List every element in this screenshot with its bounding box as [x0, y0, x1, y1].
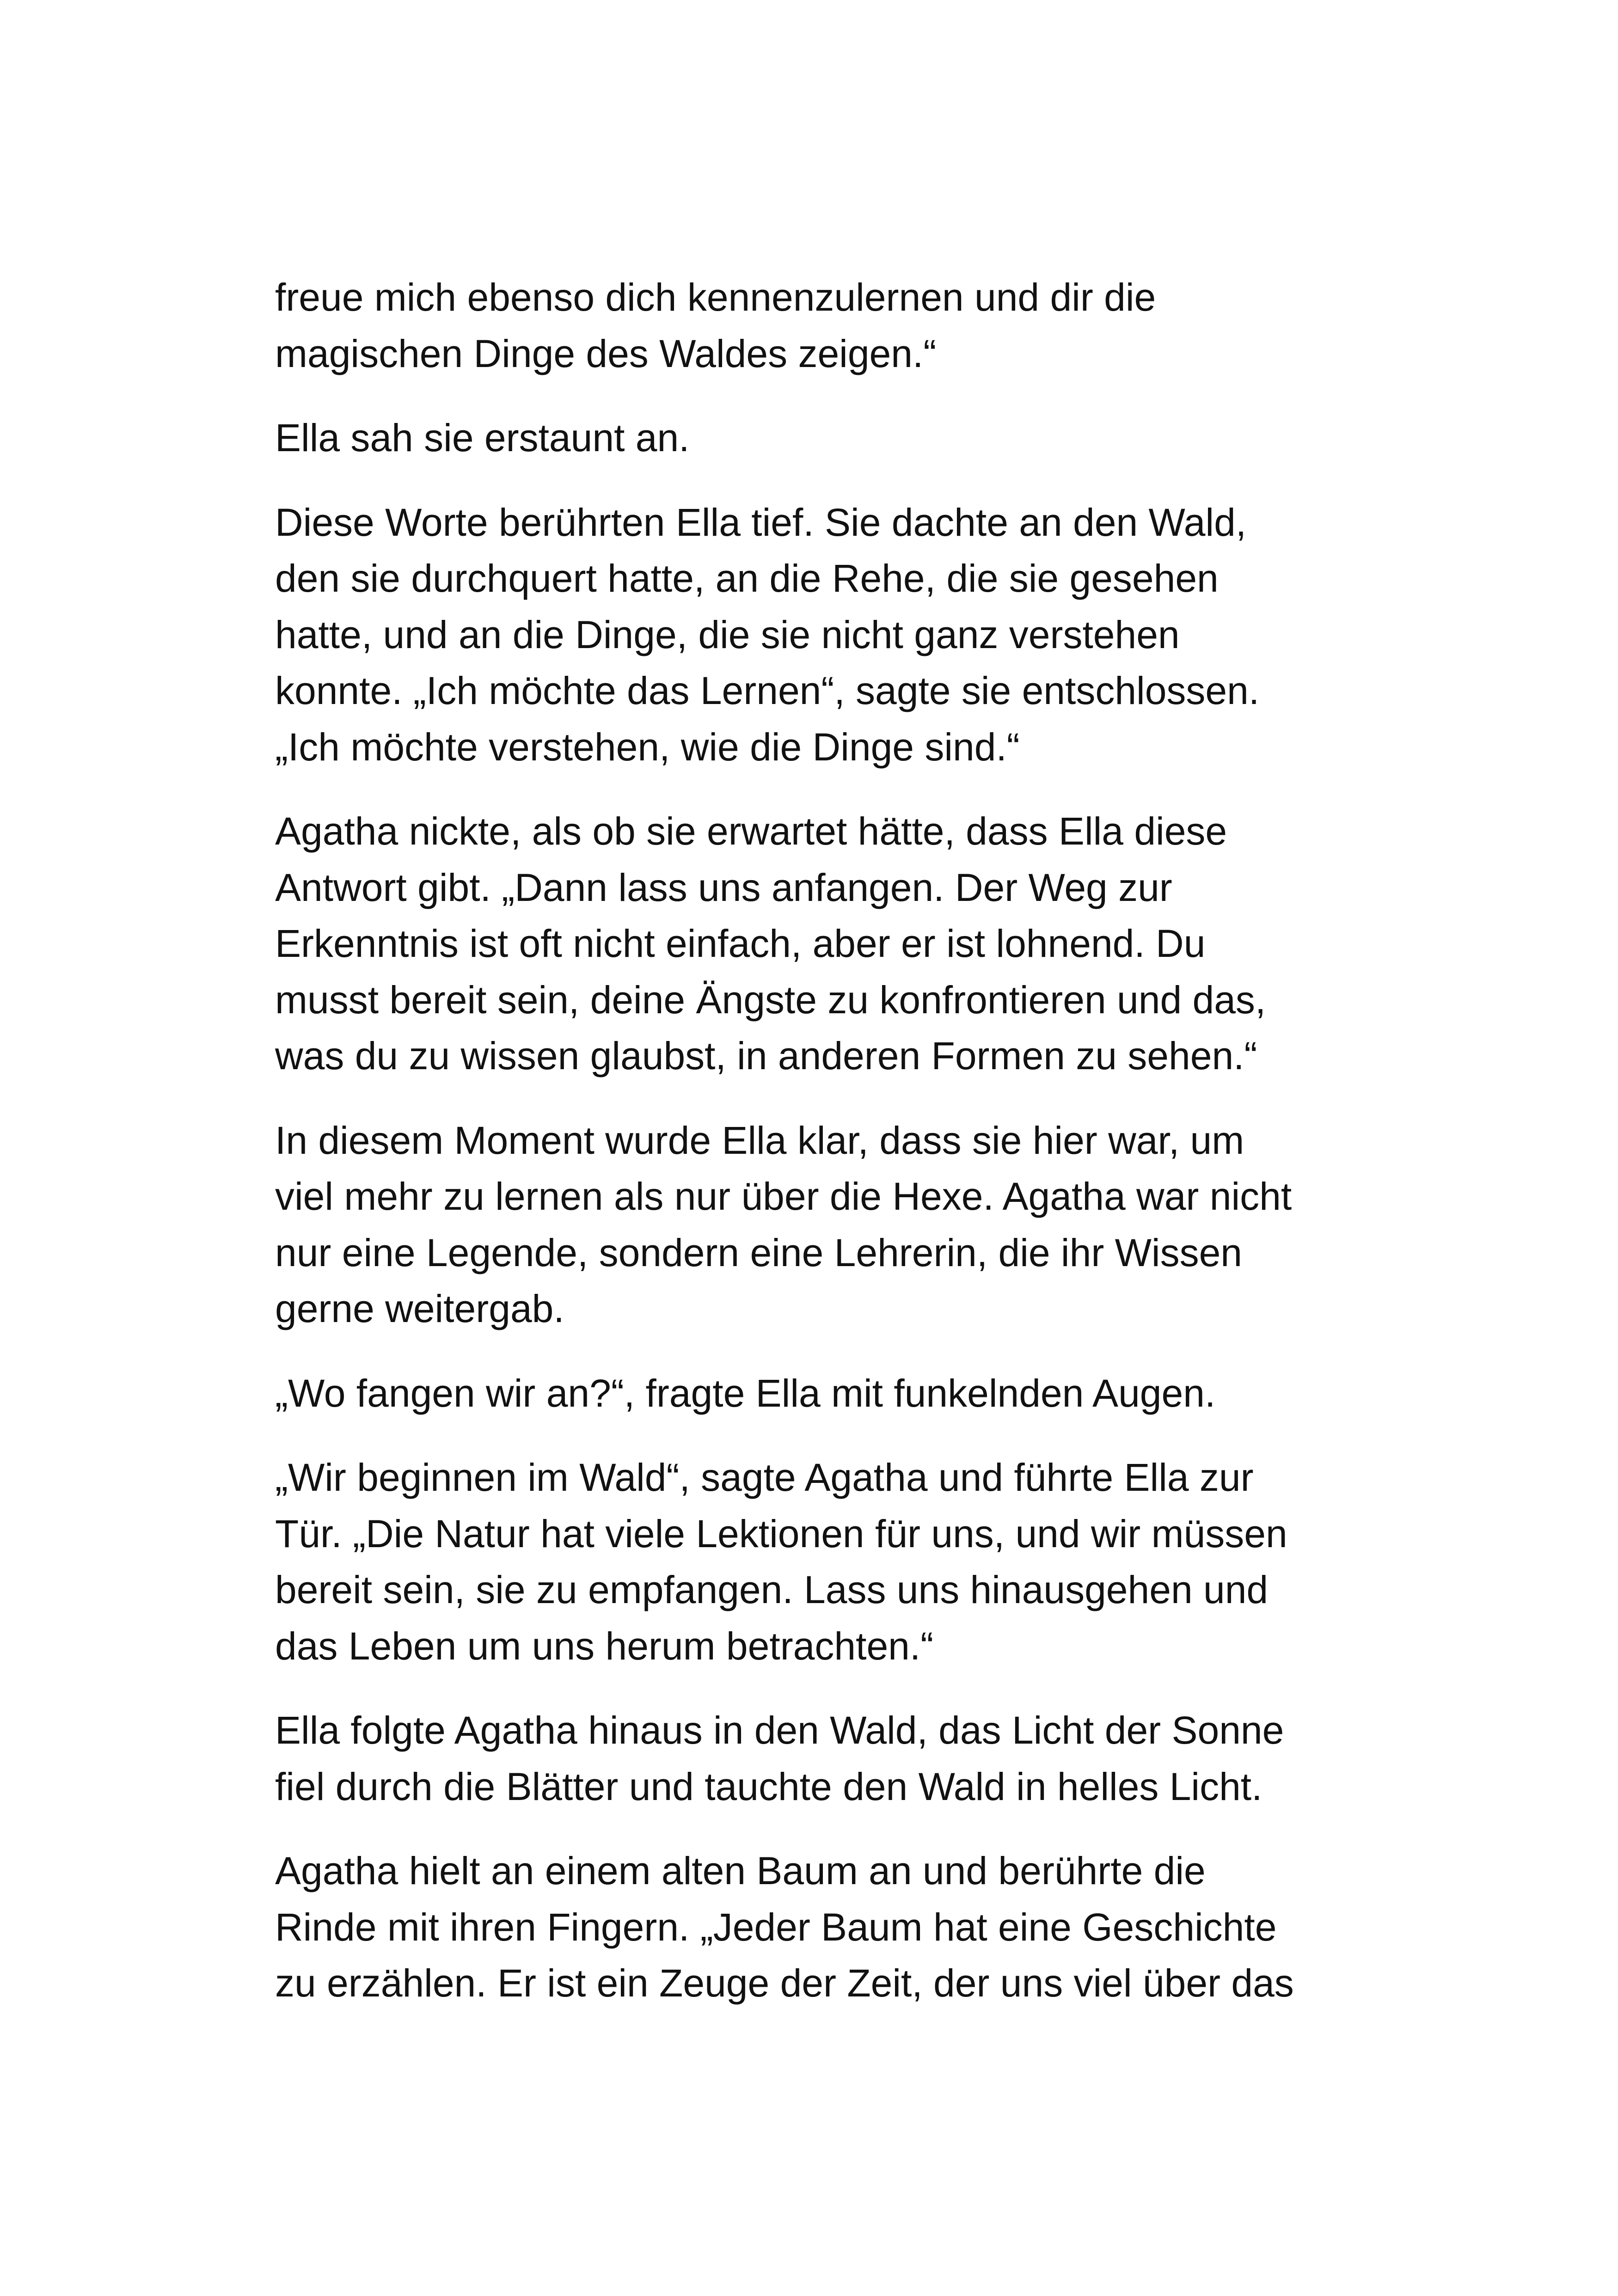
paragraph-line: In diesem Moment wurde Ella klar, dass sie hier war, um — [275, 1118, 1244, 1162]
paragraph-line: das Leben um uns herum betrachten.“ — [275, 1624, 934, 1668]
paragraph-line: was du zu wissen glaubst, in anderen Formen zu sehen.“ — [275, 1034, 1257, 1078]
paragraph-line: hatte, und an die Dinge, die sie nicht ganz verstehen — [275, 612, 1180, 656]
paragraph-line: gerne weitergab. — [275, 1287, 564, 1330]
paragraph-line: Ella sah sie erstaunt an. — [275, 416, 690, 459]
paragraph-line: Ella folgte Agatha hinaus in den Wald, das Licht der Sonne — [275, 1708, 1284, 1752]
paragraph-line: musst bereit sein, deine Ängste zu konfrontieren und das, — [275, 978, 1266, 1022]
paragraph-line: freue mich ebenso dich kennenzulernen und dir die — [275, 276, 1156, 319]
paragraph-line: Erkenntnis ist oft nicht einfach, aber er ist lohnend. Du — [275, 922, 1206, 965]
paragraph-line: „Wo fangen wir an?“, fragte Ella mit funkelnden Augen. — [275, 1371, 1216, 1415]
paragraph-line: magischen Dinge des Waldes zeigen.“ — [275, 331, 937, 375]
paragraph-line: Agatha hielt an einem alten Baum an und berührte die — [275, 1849, 1206, 1892]
paragraph-9 — [275, 1843, 1375, 2012]
paragraph-line: nur eine Legende, sondern eine Lehrerin, die ihr Wissen — [275, 1231, 1243, 1274]
document-body — [275, 269, 1375, 2040]
paragraph-line: konnte. „Ich möchte das Lernen“, sagte sie entschlossen. — [275, 669, 1260, 712]
paragraph-line: Diese Worte berührten Ella tief. Sie dachte an den Wald, — [275, 500, 1247, 544]
paragraph-line: Rinde mit ihren Fingern. „Jeder Baum hat eine Geschichte — [275, 1905, 1277, 1949]
paragraph-2 — [275, 410, 1375, 466]
paragraph-line: Antwort gibt. „Dann lass uns anfangen. Der Weg zur — [275, 865, 1172, 909]
paragraph-line: viel mehr zu lernen als nur über die Hexe. Agatha war nicht — [275, 1175, 1292, 1218]
paragraph-7 — [275, 1450, 1375, 1674]
paragraph-6 — [275, 1365, 1375, 1422]
paragraph-5 — [275, 1113, 1375, 1337]
paragraph-line: fiel durch die Blätter und tauchte den Wald in helles Licht. — [275, 1764, 1263, 1808]
paragraph-line: den sie durchquert hatte, an die Rehe, die sie gesehen — [275, 557, 1219, 600]
paragraph-line: „Ich möchte verstehen, wie die Dinge sind.“ — [275, 725, 1020, 769]
paragraph-line: Tür. „Die Natur hat viele Lektionen für uns, und wir müssen — [275, 1512, 1287, 1555]
paragraph-3 — [275, 495, 1375, 776]
paragraph-1 — [275, 269, 1375, 382]
paragraph-8 — [275, 1702, 1375, 1815]
paragraph-line: zu erzählen. Er ist ein Zeuge der Zeit, der uns viel über das — [275, 1961, 1294, 2005]
paragraph-line: Agatha nickte, als ob sie erwartet hätte, dass Ella diese — [275, 809, 1227, 853]
paragraph-line: „Wir beginnen im Wald“, sagte Agatha und führte Ella zur — [275, 1456, 1254, 1499]
paragraph-4 — [275, 803, 1375, 1084]
paragraph-line: bereit sein, sie zu empfangen. Lass uns hinausgehen und — [275, 1568, 1269, 1611]
